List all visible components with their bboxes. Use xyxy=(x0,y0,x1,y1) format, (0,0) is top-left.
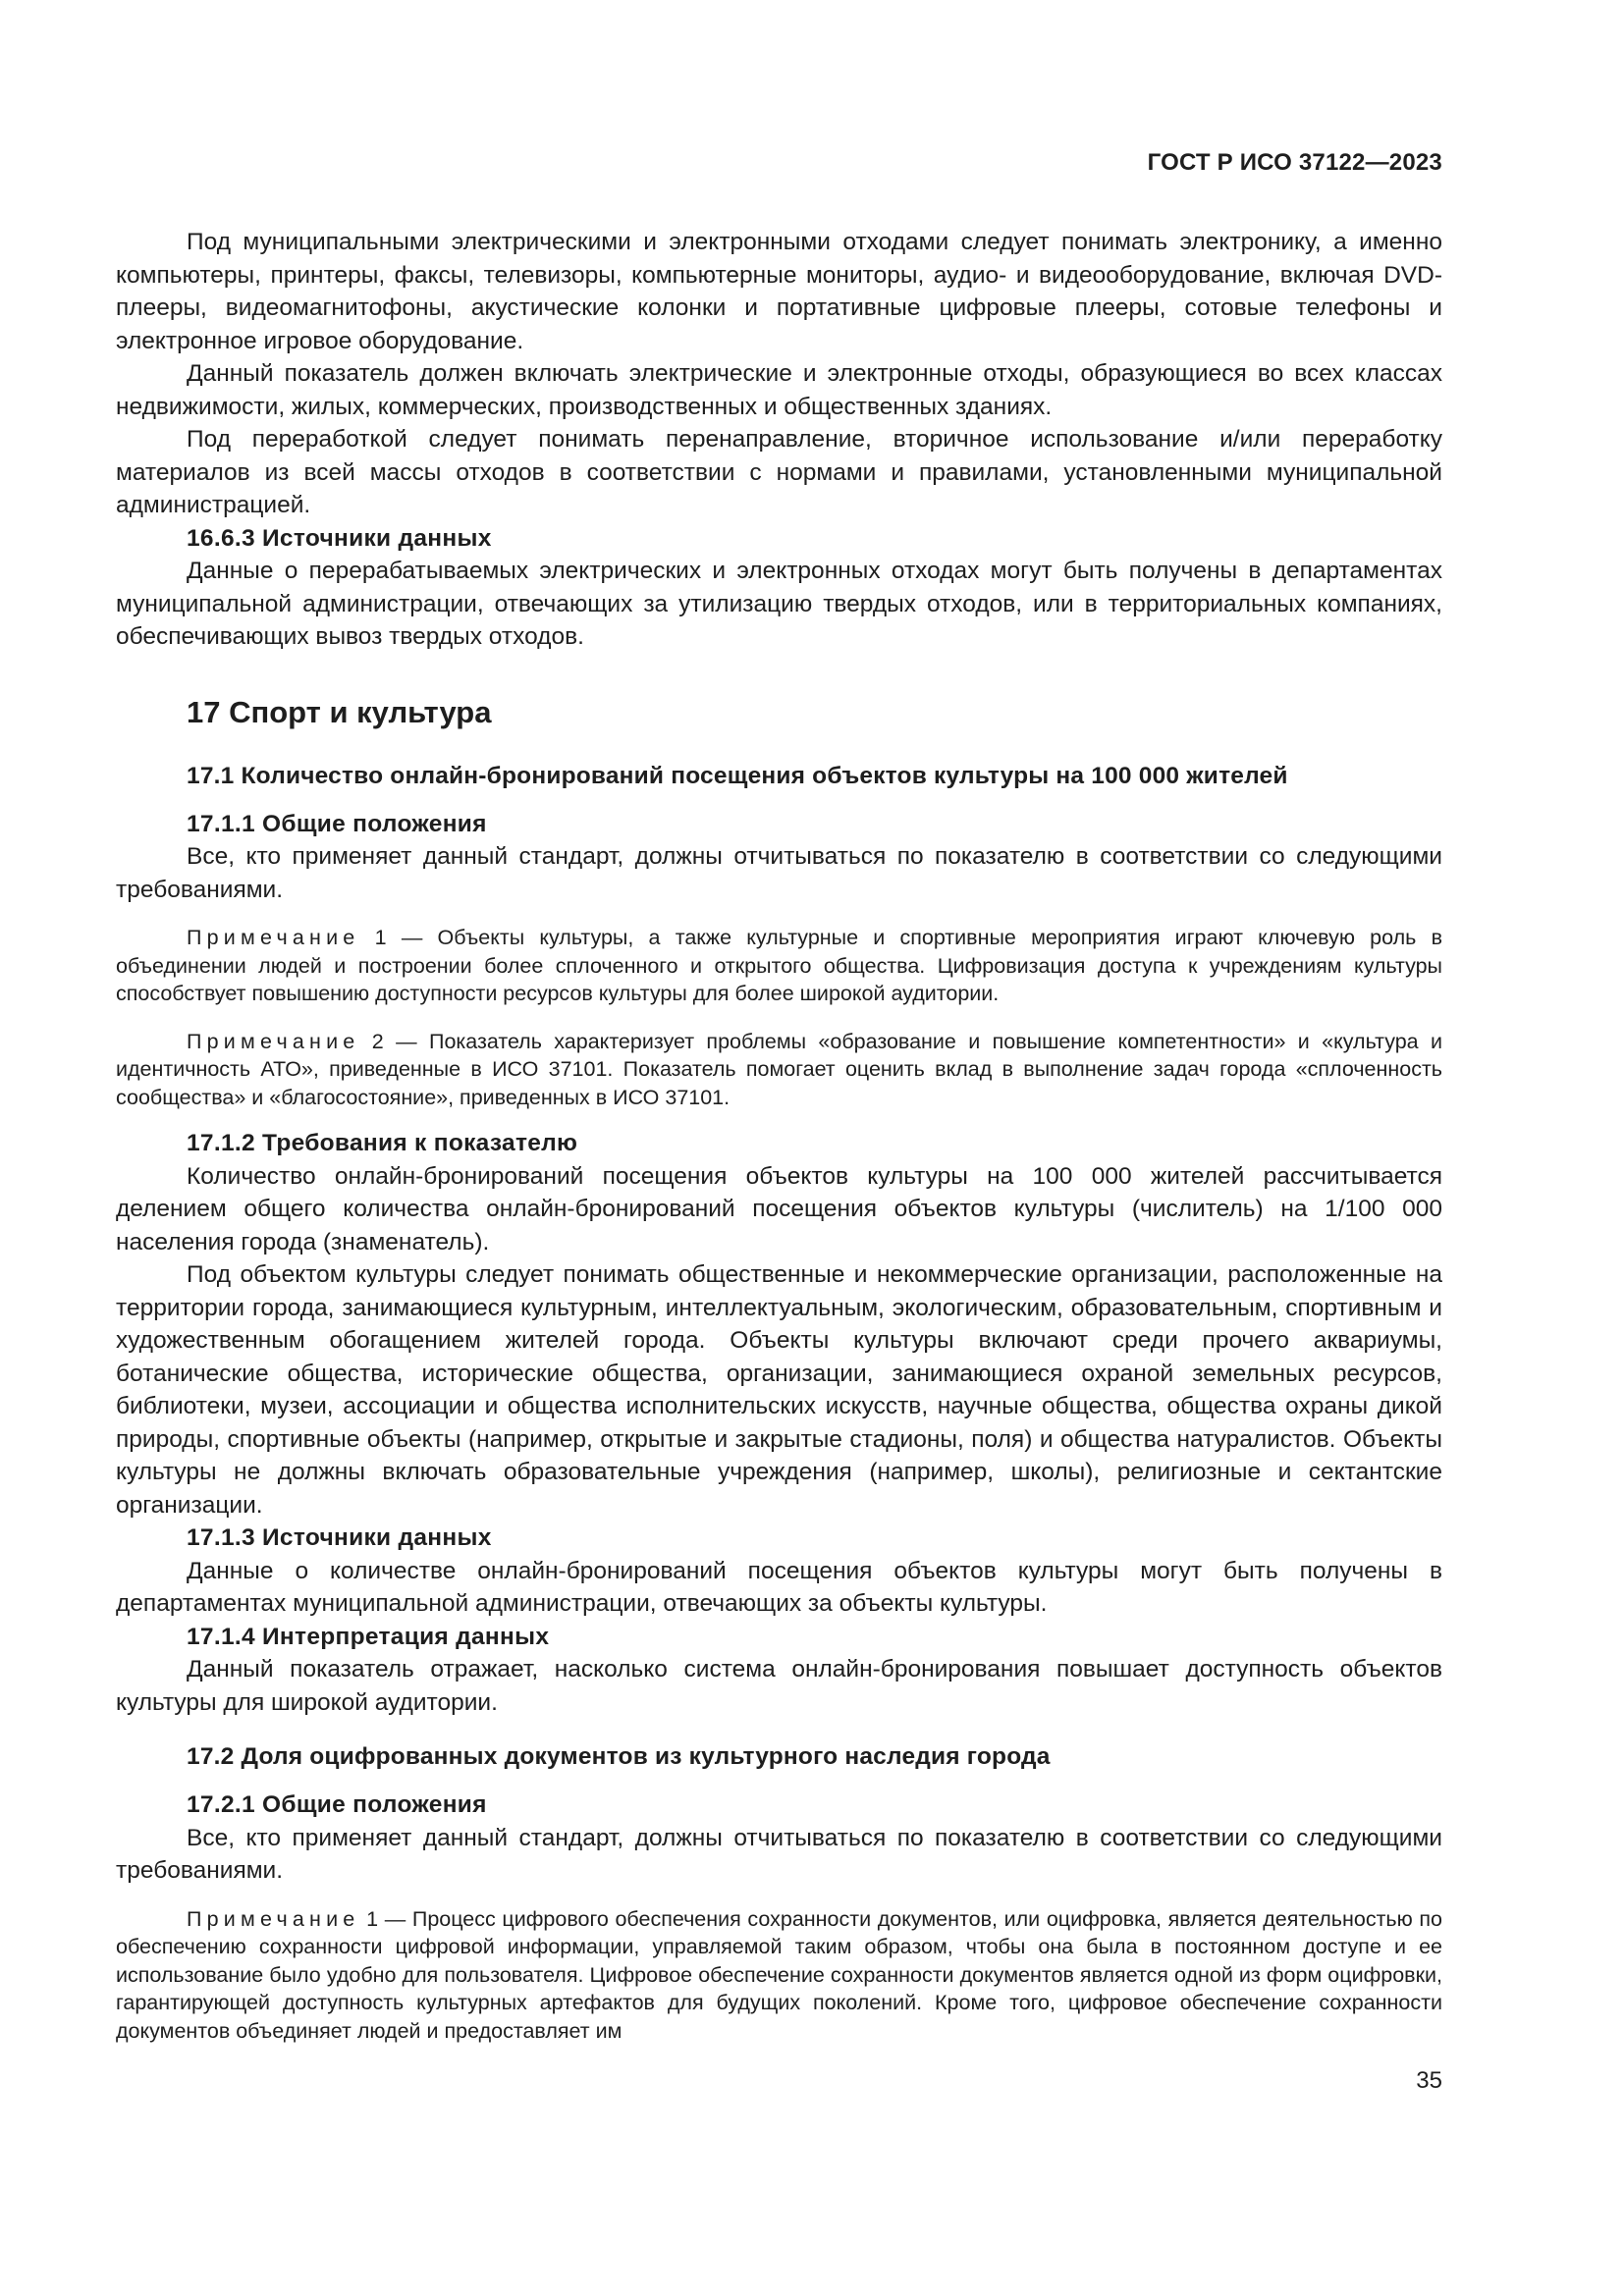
paragraph: Данный показатель должен включать электрические и электронные отходы, образующиеся во всех классах недвижимости, жилых, коммерческих, производственных и общественных зданиях. xyxy=(116,360,1442,420)
note-label: Примечание xyxy=(187,1029,360,1053)
paragraph: Под муниципальными электрическими и электронными отходами следует понимать электронику, а именно компьютеры, принтеры, факсы, телевизоры, компьютерные мониторы, аудио- и видеооборудование, включая DVD-плееры, видеомагнитофоны, акустические колонки и портативные цифровые плееры, сотовые телефоны и электронное игровое оборудование. xyxy=(116,229,1442,354)
document-header-code: ГОСТ Р ИСО 37122—2023 xyxy=(1147,149,1442,176)
paragraph: Количество онлайн-бронирований посещения объектов культуры на 100 000 жителей рассчитывается делением общего количества онлайн-бронирований посещения объектов культуры (числитель) на 1/100 000 населения города (знаменатель). xyxy=(116,1162,1442,1255)
note-1 xyxy=(116,924,1442,1008)
paragraph: Данные о перерабатываемых электрических и электронных отходах могут быть получены в департаментах муниципальной администрации, отвечающих за утилизацию твердых отходов, или в территориальных компаниях, обеспечивающих вывоз твердых отходов. xyxy=(116,558,1442,650)
paragraph: Все, кто применяет данный стандарт, должны отчитываться по показателю в соответствии со следующими требованиями. xyxy=(116,843,1442,903)
note-text: 1 — Процесс цифрового обеспечения сохранности документов, или оцифровка, является деятельностью по обеспечению сохранности цифровой информации, управляемой таким образом, чтобы она была в постоянном доступе и ее использование было удобно для пользователя. Цифровое обеспечение сохранности документов является одной из форм оцифровки, гарантирующей доступность культурных артефактов для будущих поколений. Кроме того, цифровое обеспечение сохранности документов объединяет людей и предоставляет им xyxy=(116,1906,1442,2043)
subsection-heading-17-1-4: 17.1.4 Интерпретация данных xyxy=(187,1623,550,1650)
page-number: 35 xyxy=(1416,2067,1442,2094)
section-heading-17-2: 17.2 Доля оцифрованных документов из культурного наследия города xyxy=(187,1743,1051,1770)
paragraph: Под объектом культуры следует понимать общественные и некоммерческие организации, расположенные на территории города, занимающиеся культурным, интеллектуальным, экологическим, образовательным, спортивным и художественным обогащением жителей города. Объекты культуры включают среди прочего аквариумы, ботанические общества, исторические общества, организации, занимающиеся охраной земельных ресурсов, библиотеки, музеи, ассоциации и общества исполнительских искусств, научные общества, общества охраны дикой природы, спортивные объекты (например, открытые и закрытые стадионы, поля) и общества натуралистов. Объекты культуры не должны включать образовательные учреждения (например, школы), религиозные и сектантские организации. xyxy=(116,1261,1442,1519)
subsection-heading-17-2-1: 17.2.1 Общие положения xyxy=(187,1791,487,1818)
subsection-heading-16-6-3: 16.6.3 Источники данных xyxy=(187,524,492,552)
note-text: 1 — Объекты культуры, а также культурные и спортивные мероприятия играют ключевую роль в объединении людей и построении более сплоченного и открытого общества. Цифровизация доступа к учреждениям культуры способствует повышению доступности ресурсов культуры для более широкой аудитории. xyxy=(116,926,1442,1005)
note-text: 2 — Показатель характеризует проблемы «образование и повышение компетентности» и «культура и идентичность АТО», приведенные в ИСО 37101. Показатель помогает оценить вклад в выполнение задач города «сплоченность сообщества» и «благосостояние», приведенных в ИСО 37101. xyxy=(116,1029,1442,1109)
section-heading-17-1: 17.1 Количество онлайн-бронирований посещения объектов культуры на 100 000 жителей xyxy=(187,762,1288,789)
paragraph: Все, кто применяет данный стандарт, должны отчитываться по показателю в соответствии со следующими требованиями. xyxy=(116,1824,1442,1884)
subsection-heading-17-1-1: 17.1.1 Общие положения xyxy=(187,810,487,837)
note-label: Примечание xyxy=(187,1906,360,1931)
paragraph: Под переработкой следует понимать перенаправление, вторичное использование и/или переработку материалов из всей массы отходов в соответствии с нормами и правилами, установленными муниципальной администрацией. xyxy=(116,426,1442,518)
note-label: Примечание xyxy=(187,926,360,949)
page-content xyxy=(116,226,1442,2045)
subsection-heading-17-1-3: 17.1.3 Источники данных xyxy=(187,1524,492,1551)
paragraph: Данные о количестве онлайн-бронирований посещения объектов культуры могут быть получены в департаментах муниципальной администрации, отвечающих за объекты культуры. xyxy=(116,1557,1442,1617)
paragraph: Данный показатель отражает, насколько система онлайн-бронирования повышает доступность объектов культуры для широкой аудитории. xyxy=(116,1656,1442,1716)
subsection-heading-17-1-2: 17.1.2 Требования к показателю xyxy=(187,1130,578,1156)
section-heading-17: 17 Спорт и культура xyxy=(187,694,492,729)
note-3 xyxy=(116,1905,1442,2046)
note-2 xyxy=(116,1028,1442,1112)
